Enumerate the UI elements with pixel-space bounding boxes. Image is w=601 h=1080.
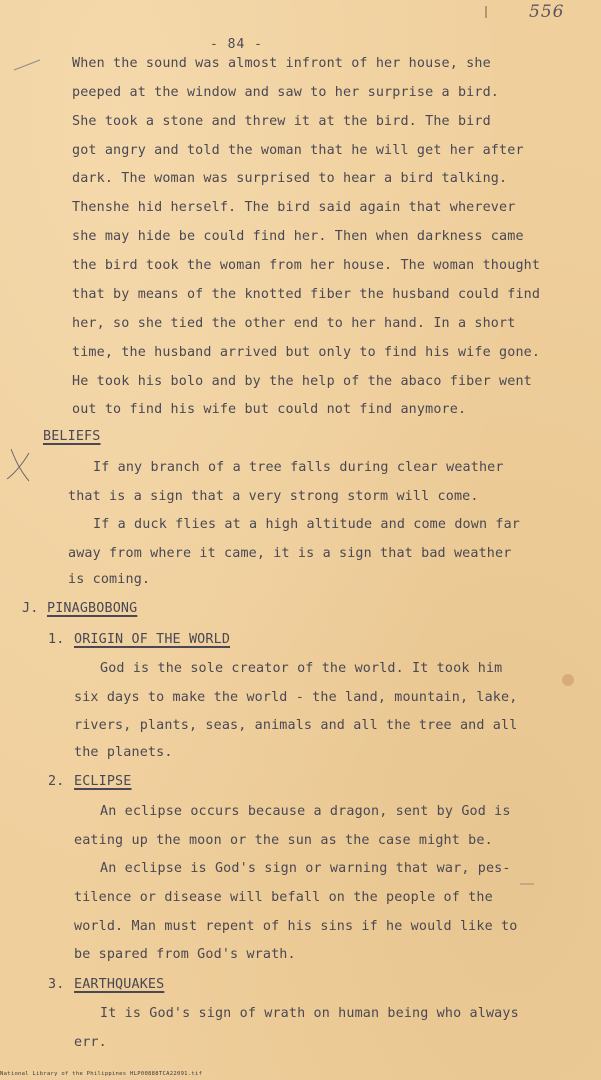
item-title-earthquakes: EARTHQUAKES bbox=[74, 977, 165, 992]
page-number: - 84 - bbox=[210, 37, 263, 52]
item-text-line: An eclipse is God's sign or warning that war, pes- bbox=[100, 861, 511, 876]
item-title-eclipse: ECLIPSE bbox=[74, 774, 132, 789]
story-line: the bird took the woman from her house. The woman thought bbox=[72, 258, 541, 273]
item-text-line: eating up the moon or the sun as the case might be. bbox=[74, 833, 493, 848]
item-text-line: world. Man must repent of his sins if he would like to bbox=[74, 919, 518, 934]
story-line: her, so she tied the other end to her hand. In a short bbox=[72, 316, 516, 331]
story-line: she may hide be could find her. Then when darkness came bbox=[72, 229, 524, 244]
belief-line: is coming. bbox=[68, 572, 151, 587]
story-line: He took his bolo and by the help of the abaco fiber went bbox=[72, 374, 532, 389]
paper-stain bbox=[562, 674, 574, 686]
story-line: time, the husband arrived but only to find his wife gone. bbox=[72, 345, 541, 360]
item-text-line: An eclipse occurs because a dragon, sent by God is bbox=[100, 804, 511, 819]
item-number: 2. bbox=[48, 774, 65, 789]
item-text-line: It is God's sign of wrath on human being who always bbox=[100, 1006, 519, 1021]
belief-line: If any branch of a tree falls during clear weather bbox=[93, 460, 504, 475]
margin-x-mark bbox=[3, 445, 33, 485]
item-text-line: tilence or disease will befall on the people of the bbox=[74, 890, 493, 905]
story-line: She took a stone and threw it at the bird. The bird bbox=[72, 114, 491, 129]
story-line: peeped at the window and saw to her surprise a bird. bbox=[72, 85, 500, 100]
item-text-line: the planets. bbox=[74, 745, 173, 760]
margin-slash-mark bbox=[12, 58, 42, 72]
item-number: 1. bbox=[48, 632, 65, 647]
section-title: PINAGBOBONG bbox=[47, 601, 138, 616]
story-line: Thenshe hid herself. The bird said again that wherever bbox=[72, 200, 516, 215]
item-text-line: six days to make the world - the land, mountain, lake, bbox=[74, 690, 518, 705]
item-text-line: be spared from God's wrath. bbox=[74, 947, 296, 962]
section-letter: J. bbox=[22, 601, 39, 616]
item-number: 3. bbox=[48, 977, 65, 992]
item-text-line: God is the sole creator of the world. It took him bbox=[100, 661, 503, 676]
item-text-line: err. bbox=[74, 1035, 107, 1050]
belief-line: away from where it came, it is a sign that bad weather bbox=[68, 546, 512, 561]
page-stamp-number: 556 bbox=[529, 2, 565, 22]
story-line: out to find his wife but could not find anymore. bbox=[72, 402, 467, 417]
story-line: got angry and told the woman that he will get her after bbox=[72, 143, 524, 158]
beliefs-heading: BELIEFS bbox=[43, 429, 101, 444]
story-line: When the sound was almost infront of her house, she bbox=[72, 56, 491, 71]
belief-line: that is a sign that a very strong storm will come. bbox=[68, 489, 479, 504]
story-line: that by means of the knotted fiber the husband could find bbox=[72, 287, 541, 302]
ink-mark bbox=[485, 6, 487, 18]
item-text-line: rivers, plants, seas, animals and all the tree and all bbox=[74, 718, 518, 733]
scan-footer: National Library of the Philippines HLP00888TCA22091.tif bbox=[0, 1071, 203, 1077]
ink-dash-mark bbox=[520, 883, 534, 885]
belief-line: If a duck flies at a high altitude and come down far bbox=[93, 517, 521, 532]
item-title-origin: ORIGIN OF THE WORLD bbox=[74, 632, 231, 647]
story-line: dark. The woman was surprised to hear a bird talking. bbox=[72, 171, 508, 186]
